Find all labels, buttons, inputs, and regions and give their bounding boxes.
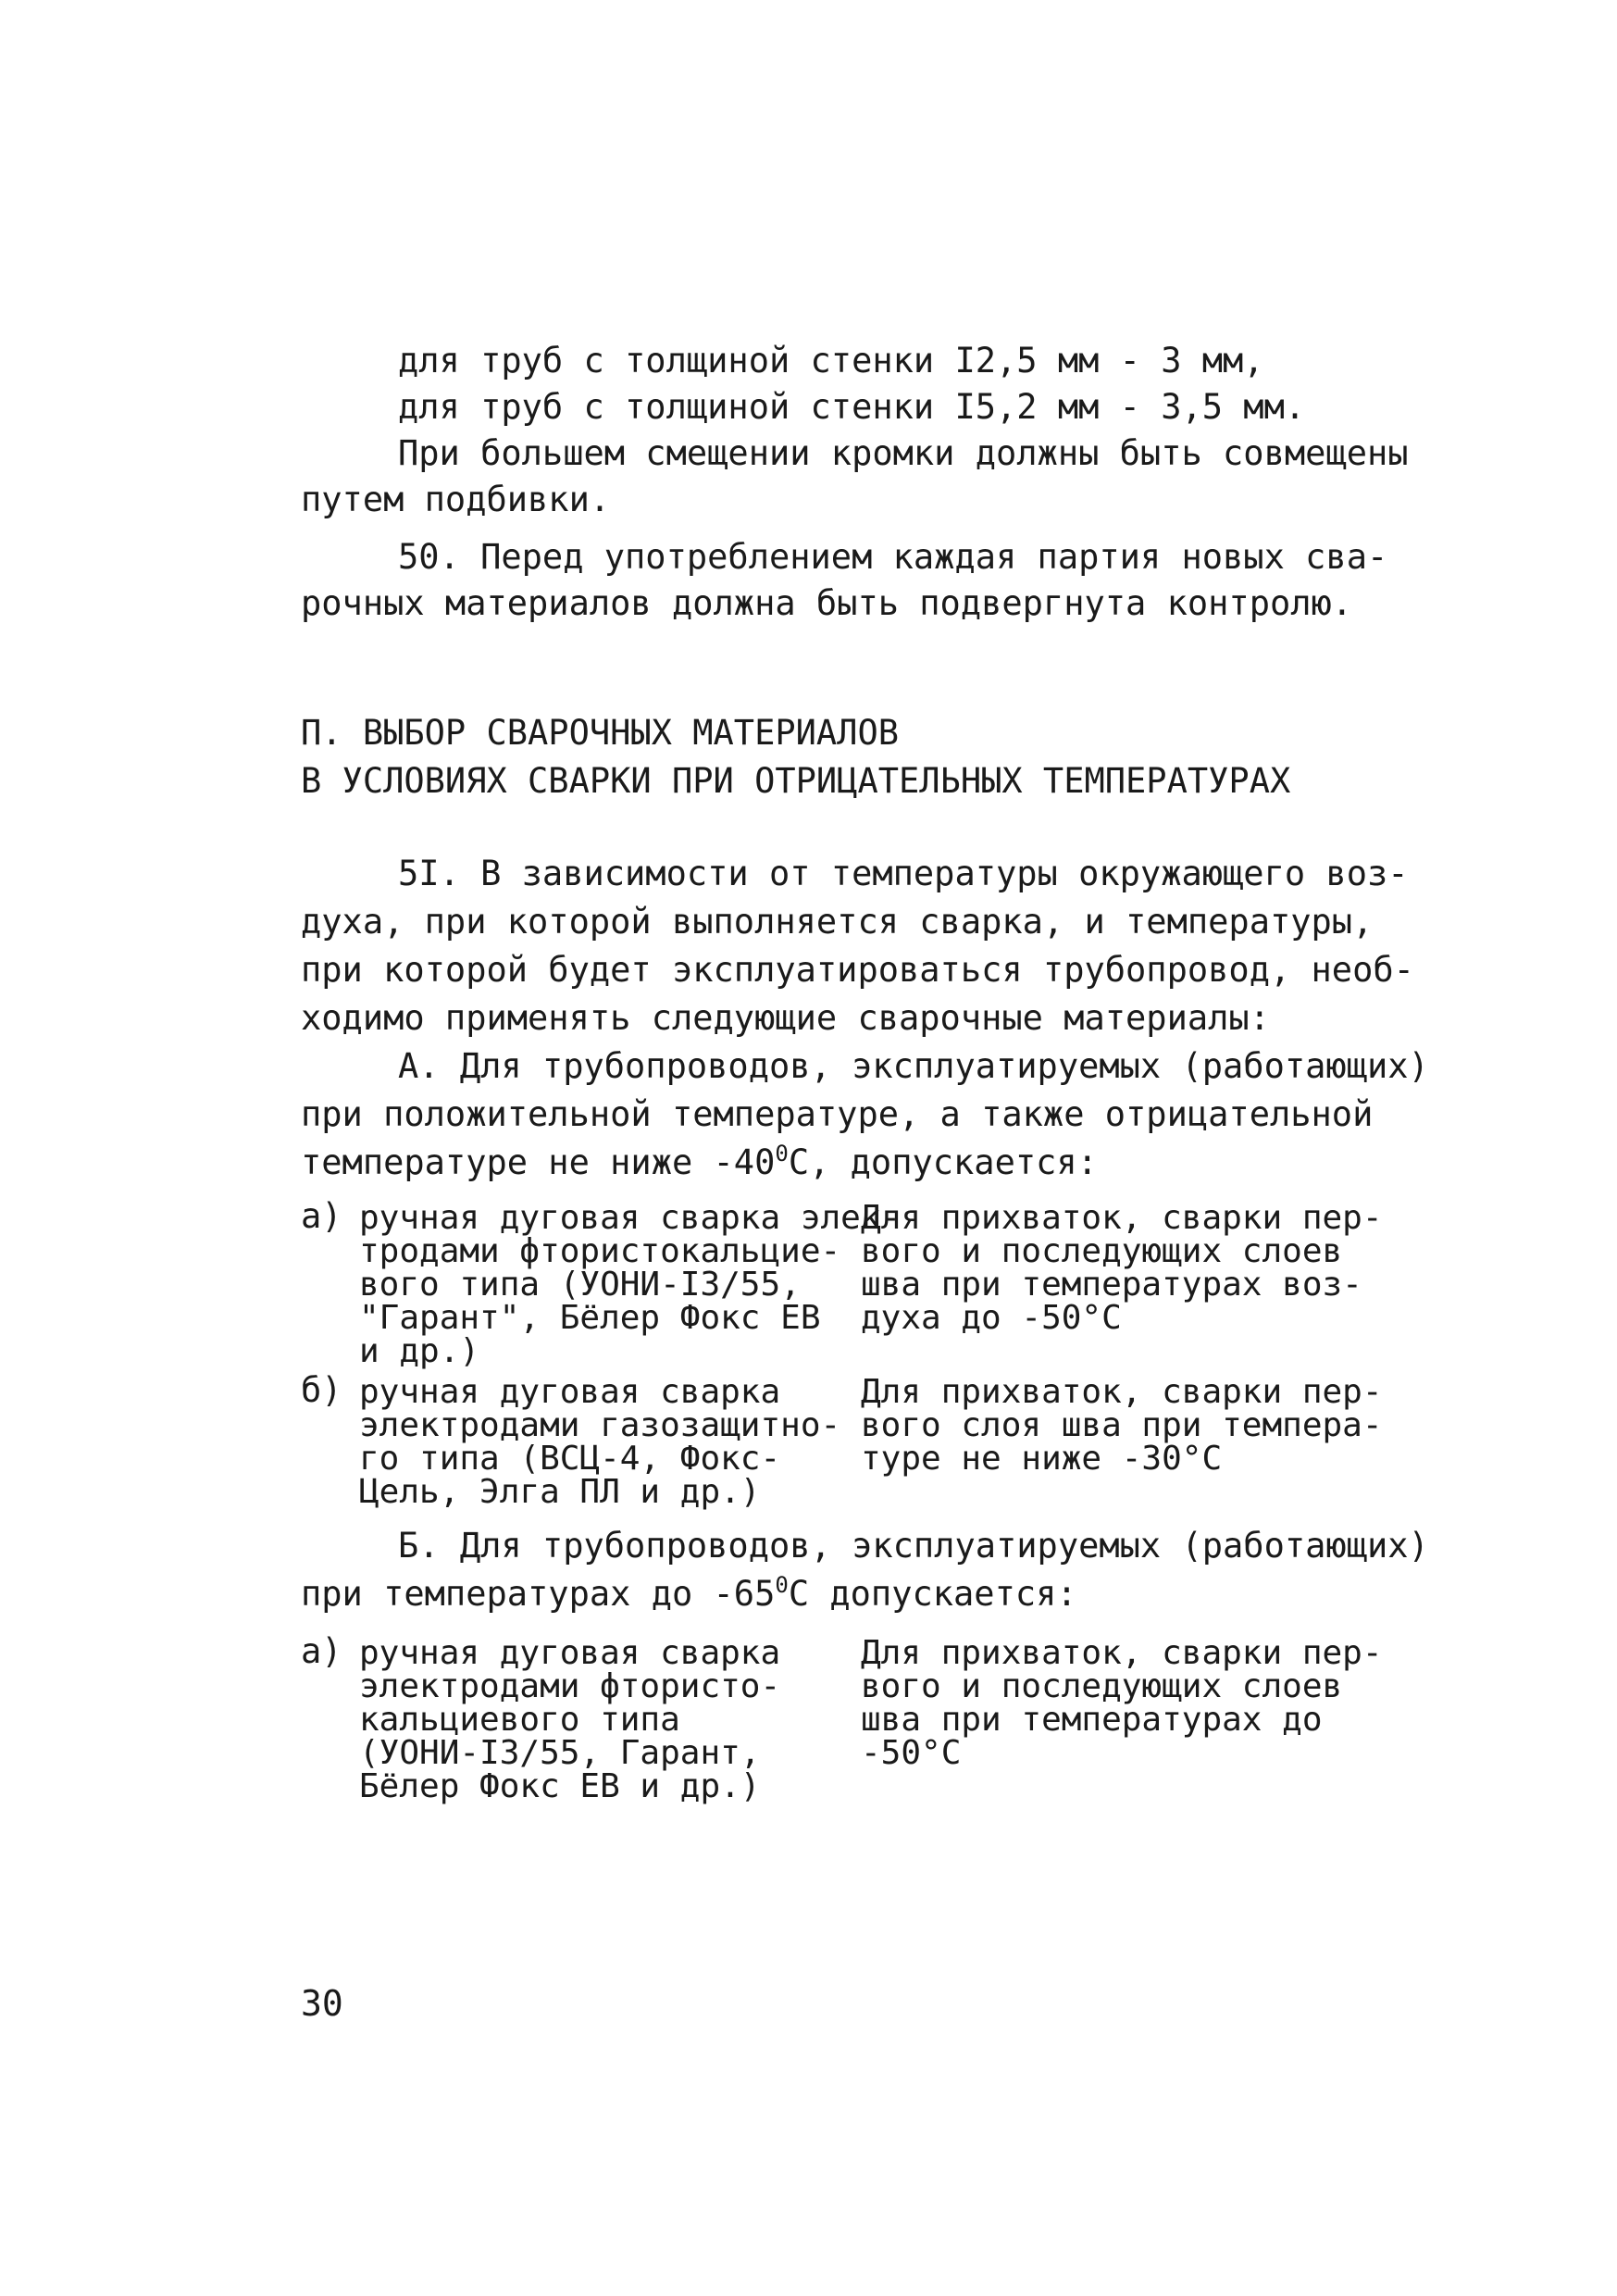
section-heading-line-1: П. ВЫБОР СВАРОЧНЫХ МАТЕРИАЛОВ [301,713,900,753]
clause-b-line-2-text: при температурах до -65 [301,1574,776,1614]
clause-a-line-3-text: температуре не ниже -40 [301,1142,776,1182]
table-b-row-1-right: Для прихваток, сварки пер- вого и последующих слоев шва при температурах до -50°С [861,1634,1383,1772]
intro-line-6: рочных материалов должна быть подвергнута контролю. [301,583,1353,623]
section-heading-line-2: В УСЛОВИЯХ СВАРКИ ПРИ ОТРИЦАТЕЛЬНЫХ ТЕМПЕРАТУРАХ [301,761,1291,801]
para51-line-2: духа, при которой выполняется сварка, и температуры, [301,902,1374,942]
clause-b-line-2-tail: С допускается: [788,1574,1077,1614]
intro-line-2: для труб с толщиной стенки I5,2 мм - 3,5 мм. [398,387,1306,427]
intro-line-5: 50. Перед употреблением каждая партия новых сва- [398,537,1388,577]
clause-a-line-3 [301,1141,1098,1185]
table-a-row-2-marker: б) [301,1370,342,1410]
para51-line-1: 5I. В зависимости от температуры окружающего воз- [398,854,1409,893]
intro-line-1: для труб с толщиной стенки I2,5 мм - 3 мм, [398,341,1264,381]
degree-sign: 0 [775,1141,789,1167]
degree-sign: 0 [775,1572,789,1598]
page-number: 30 [301,1983,343,2024]
clause-b-line-1: Б. Для трубопроводов, эксплуатируемых (работающих) [398,1526,1429,1566]
clause-a-line-3-tail: С, допускается: [788,1142,1098,1182]
table-b-row-1-left: ручная дуговая сварка электродами фтористо- кальциевого типа (УОНИ-I3/55, Гарант, Бёлер Фокс ЕВ и др.) [359,1634,781,1805]
table-a-row-1-left: ручная дуговая сварка элек- тродами фтористокальцие- вого типа (УОНИ-I3/55, "Гарант", Бёлер Фокс ЕВ и др.) [359,1199,902,1370]
table-a-row-1-marker: а) [301,1196,342,1236]
clause-a-line-1: А. Для трубопроводов, эксплуатируемых (работающих) [398,1046,1429,1086]
table-a-row-2-right: Для прихваток, сварки пер- вого слоя шва при темпера- туре не ниже -30°С [861,1373,1383,1478]
clause-a-line-2: при положительной температуре, а также отрицательной [301,1094,1374,1134]
para51-line-3: при которой будет эксплуатироваться трубопровод, необ- [301,950,1414,990]
intro-line-4: путем подбивки. [301,480,611,519]
table-a-row-2-left: ручная дуговая сварка электродами газозащитно- го типа (ВСЦ-4, Фокс- Цель, Элга ПЛ и др.) [359,1373,841,1511]
clause-b-line-2 [301,1572,1077,1616]
table-b-row-1-marker: а) [301,1631,342,1671]
para51-line-4: ходимо применять следующие сварочные материалы: [301,998,1270,1038]
table-a-row-1-right: Для прихваток, сварки пер- вого и последующих слоев шва при температурах воз- духа до -50°С [861,1199,1383,1337]
intro-line-3: При большем смещении кромки должны быть совмещены [398,433,1409,473]
